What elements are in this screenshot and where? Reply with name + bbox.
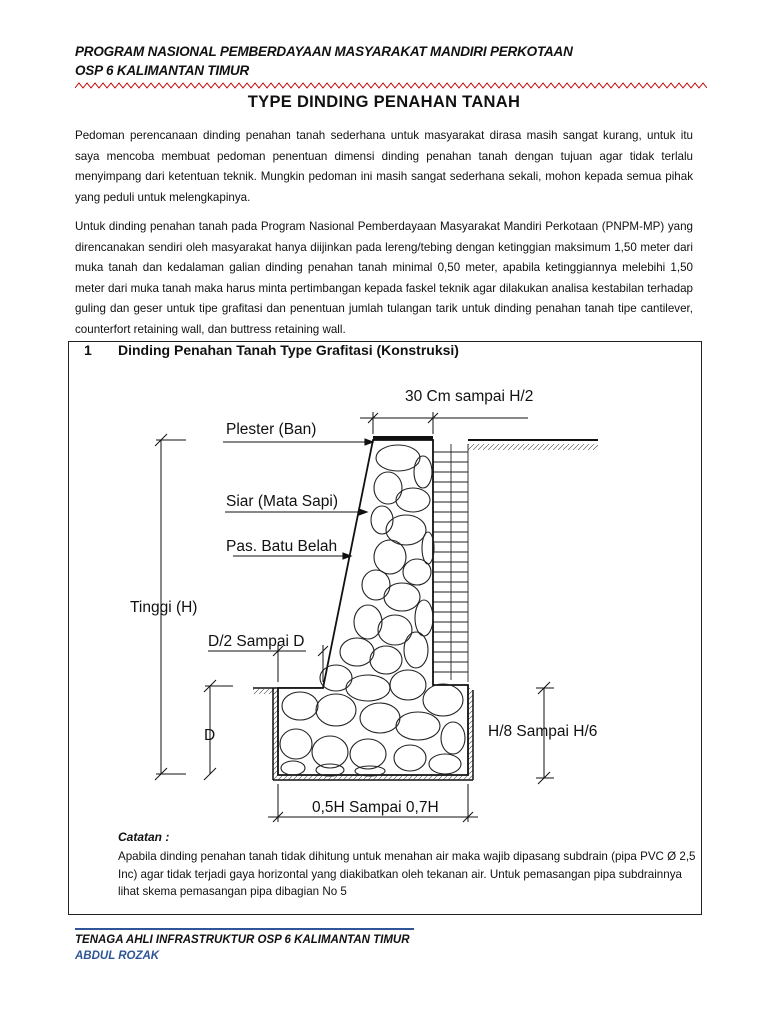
intro-paragraph: Pedoman perencanaan dinding penahan tanah sederhana untuk masyarakat dirasa masih sangat kurang, untuk itu saya mencoba membuat pedoman penentuan dimensi dinding penahan tanah dengan tujuan agar tidak terlalu menyimpang dari ketentuan teknik. Mungkin pedoman ini masih sangat sederhana sekali, mohon kepada semua pihak yang peduli untuk melengkapinya. [75,129,693,204]
footer-author: ABDUL ROZAK [75,950,160,962]
section-number: 1 [84,342,92,358]
siar-label: Siar (Mata Sapi) [226,493,338,510]
base-width-label: 0,5H Sampai 0,7H [312,799,439,816]
footer-role: TENAGA AHLI INFRASTRUKTUR OSP 6 KALIMANTAN TIMUR [75,934,410,946]
retaining-wall-diagram [68,360,698,830]
top-width-label: 30 Cm sampai H/2 [405,388,534,405]
section-title: Dinding Penahan Tanah Type Grafitasi (Konstruksi) [118,342,459,358]
plester-cap [373,436,433,440]
batu-label: Pas. Batu Belah [226,538,338,555]
page-title: TYPE DINDING PENAHAN TANAH [247,93,521,111]
note-heading: Catatan : [118,830,170,844]
header-osp-title: OSP 6 KALIMANTAN TIMUR [75,63,250,78]
footing-height-label: H/8 Sampai H/6 [488,723,598,740]
toe-label: D/2 Sampai D [208,633,305,650]
depth-label: D [204,727,216,744]
note-text: Apabila dinding penahan tanah tidak dihitung untuk menahan air maka wajib dipasang subdrain (pipa PVC Ø 2,5 Inc) agar tidak terjadi gaya horizontal yang diakibatkan oleh tekanan air. Untuk pemasangan pipa subdrainnya lihat skema pemasangan pipa dibagian No 5 [118,850,696,898]
header-divider [75,82,707,90]
plester-label: Plester (Ban) [226,421,317,438]
backfill-layer [433,444,468,682]
toe-dimension [208,645,328,682]
top-width-dimension [360,412,528,434]
header-program-title: PROGRAM NASIONAL PEMBERDAYAAN MASYARAKAT MANDIRI PERKOTAAN [75,44,573,59]
height-label: Tinggi (H) [130,599,198,616]
footer-divider [75,928,414,930]
regulation-paragraph: Untuk dinding penahan tanah pada Program Nasional Pemberdayaan Masyarakat Mandiri Perkotaan (PNPM-MP) yang direncanakan sendiri oleh masyarakat hanya diijinkan pada lereng/tebing dengan ketinggian maksimum 1,50 meter dari muka tanah dan kedalaman galian dinding penahan tanah minimal 0,50 meter, apabila ketinggiannya melebihi 1,50 meter dari muka tanah maka harus minta pertimbangan kepada faskel teknik agar dilakukan analisa kestabilan terhadap guling dan geser untuk tipe grafitasi dan penentuan jumlah tulangan tarik untuk dinding penahan tanah tipe cantilever, counterfort retaining wall, dan buttress retaining wall. [75,220,693,336]
masonry-stones [278,440,468,776]
